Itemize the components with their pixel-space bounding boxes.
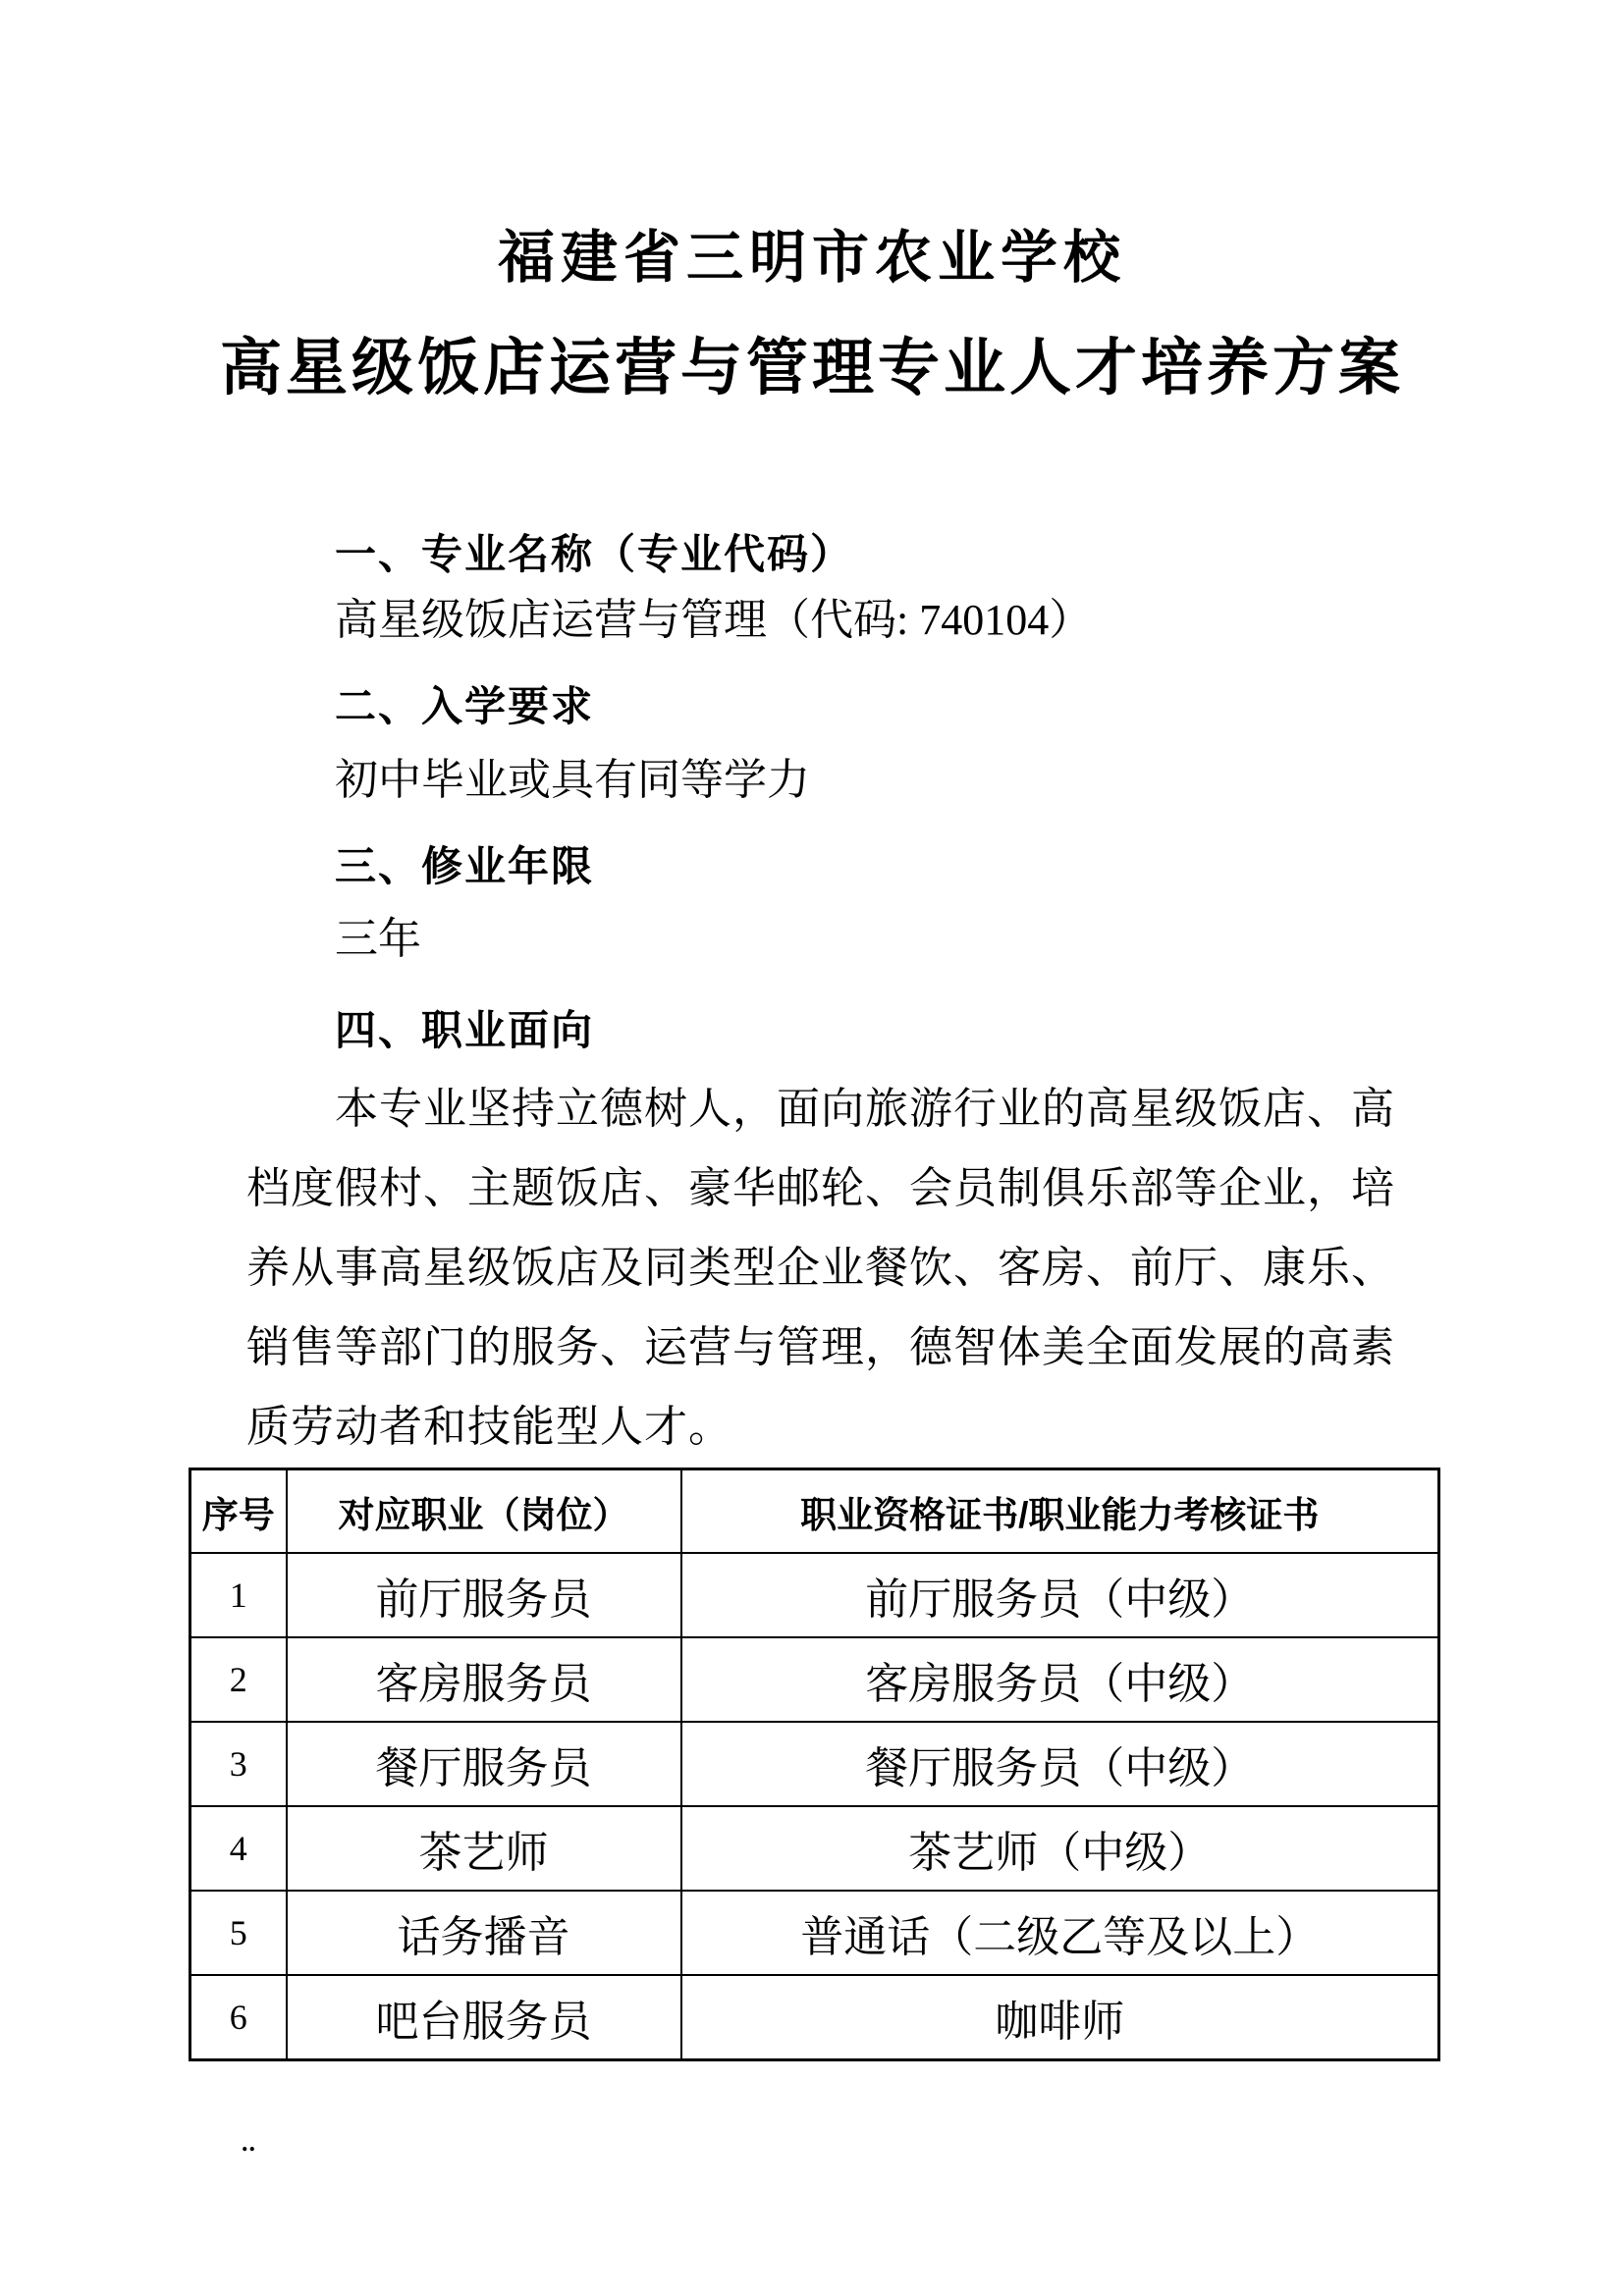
section-1-heading: 一、专业名称（专业代码） xyxy=(335,531,854,577)
table-row xyxy=(190,1722,1439,1806)
row-index: 4 xyxy=(190,1806,287,1891)
row-index: 3 xyxy=(190,1722,287,1806)
certificate-cell: 普通话（二级乙等及以上） xyxy=(681,1891,1439,1975)
table-row xyxy=(190,1806,1439,1891)
section-1-body: 高星级饭店运营与管理（代码: 740104） xyxy=(335,596,1093,644)
certificate-cell: 餐厅服务员（中级） xyxy=(681,1722,1439,1806)
certificate-cell: 咖啡师 xyxy=(681,1975,1439,2060)
career-paragraph-line: 销售等部门的服务、运营与管理，德智体美全面发展的高素 xyxy=(246,1323,1395,1371)
table-row xyxy=(190,1637,1439,1722)
job-cell: 茶艺师 xyxy=(287,1806,681,1891)
doc-title-line1: 福建省三明市农业学校 xyxy=(497,226,1126,290)
row-index: 1 xyxy=(190,1553,287,1637)
career-paragraph-line: 质劳动者和技能型人才。 xyxy=(246,1403,732,1451)
career-paragraph-line: 养从事高星级饭店及同类型企业餐饮、客房、前厅、康乐、 xyxy=(246,1244,1395,1292)
table-row xyxy=(190,1891,1439,1975)
table-header-job: 对应职业（岗位） xyxy=(287,1469,681,1554)
job-cell: 餐厅服务员 xyxy=(287,1722,681,1806)
section-3-heading: 三、修业年限 xyxy=(335,843,595,889)
section-2-body: 初中毕业或具有同等学力 xyxy=(335,756,810,804)
certificate-cell: 客房服务员（中级） xyxy=(681,1637,1439,1722)
table-row xyxy=(190,1553,1439,1637)
career-paragraph-line: 本专业坚持立德树人，面向旅游行业的高星级饭店、高 xyxy=(335,1085,1395,1133)
doc-title-line2: 高星级饭店运营与管理专业人才培养方案 xyxy=(220,334,1404,402)
footer-mark: .. xyxy=(242,2128,256,2157)
job-cell: 前厅服务员 xyxy=(287,1553,681,1637)
job-cell: 客房服务员 xyxy=(287,1637,681,1722)
row-index: 6 xyxy=(190,1975,287,2060)
table-header-row xyxy=(190,1469,1439,1554)
table-header-certificate: 职业资格证书/职业能力考核证书 xyxy=(681,1469,1439,1554)
section-4-heading: 四、职业面向 xyxy=(335,1007,595,1053)
section-3-body: 三年 xyxy=(335,915,421,963)
job-cell: 吧台服务员 xyxy=(287,1975,681,2060)
row-index: 2 xyxy=(190,1637,287,1722)
row-index: 5 xyxy=(190,1891,287,1975)
jobs-certificates-table xyxy=(189,1468,1440,2061)
certificate-cell: 前厅服务员（中级） xyxy=(681,1553,1439,1637)
table-header-index: 序号 xyxy=(190,1469,287,1554)
job-cell: 话务播音 xyxy=(287,1891,681,1975)
section-2-heading: 二、入学要求 xyxy=(335,683,595,729)
certificate-cell: 茶艺师（中级） xyxy=(681,1806,1439,1891)
table-row xyxy=(190,1975,1439,2060)
career-paragraph-line: 档度假村、主题饭店、豪华邮轮、会员制俱乐部等企业，培 xyxy=(246,1164,1395,1212)
